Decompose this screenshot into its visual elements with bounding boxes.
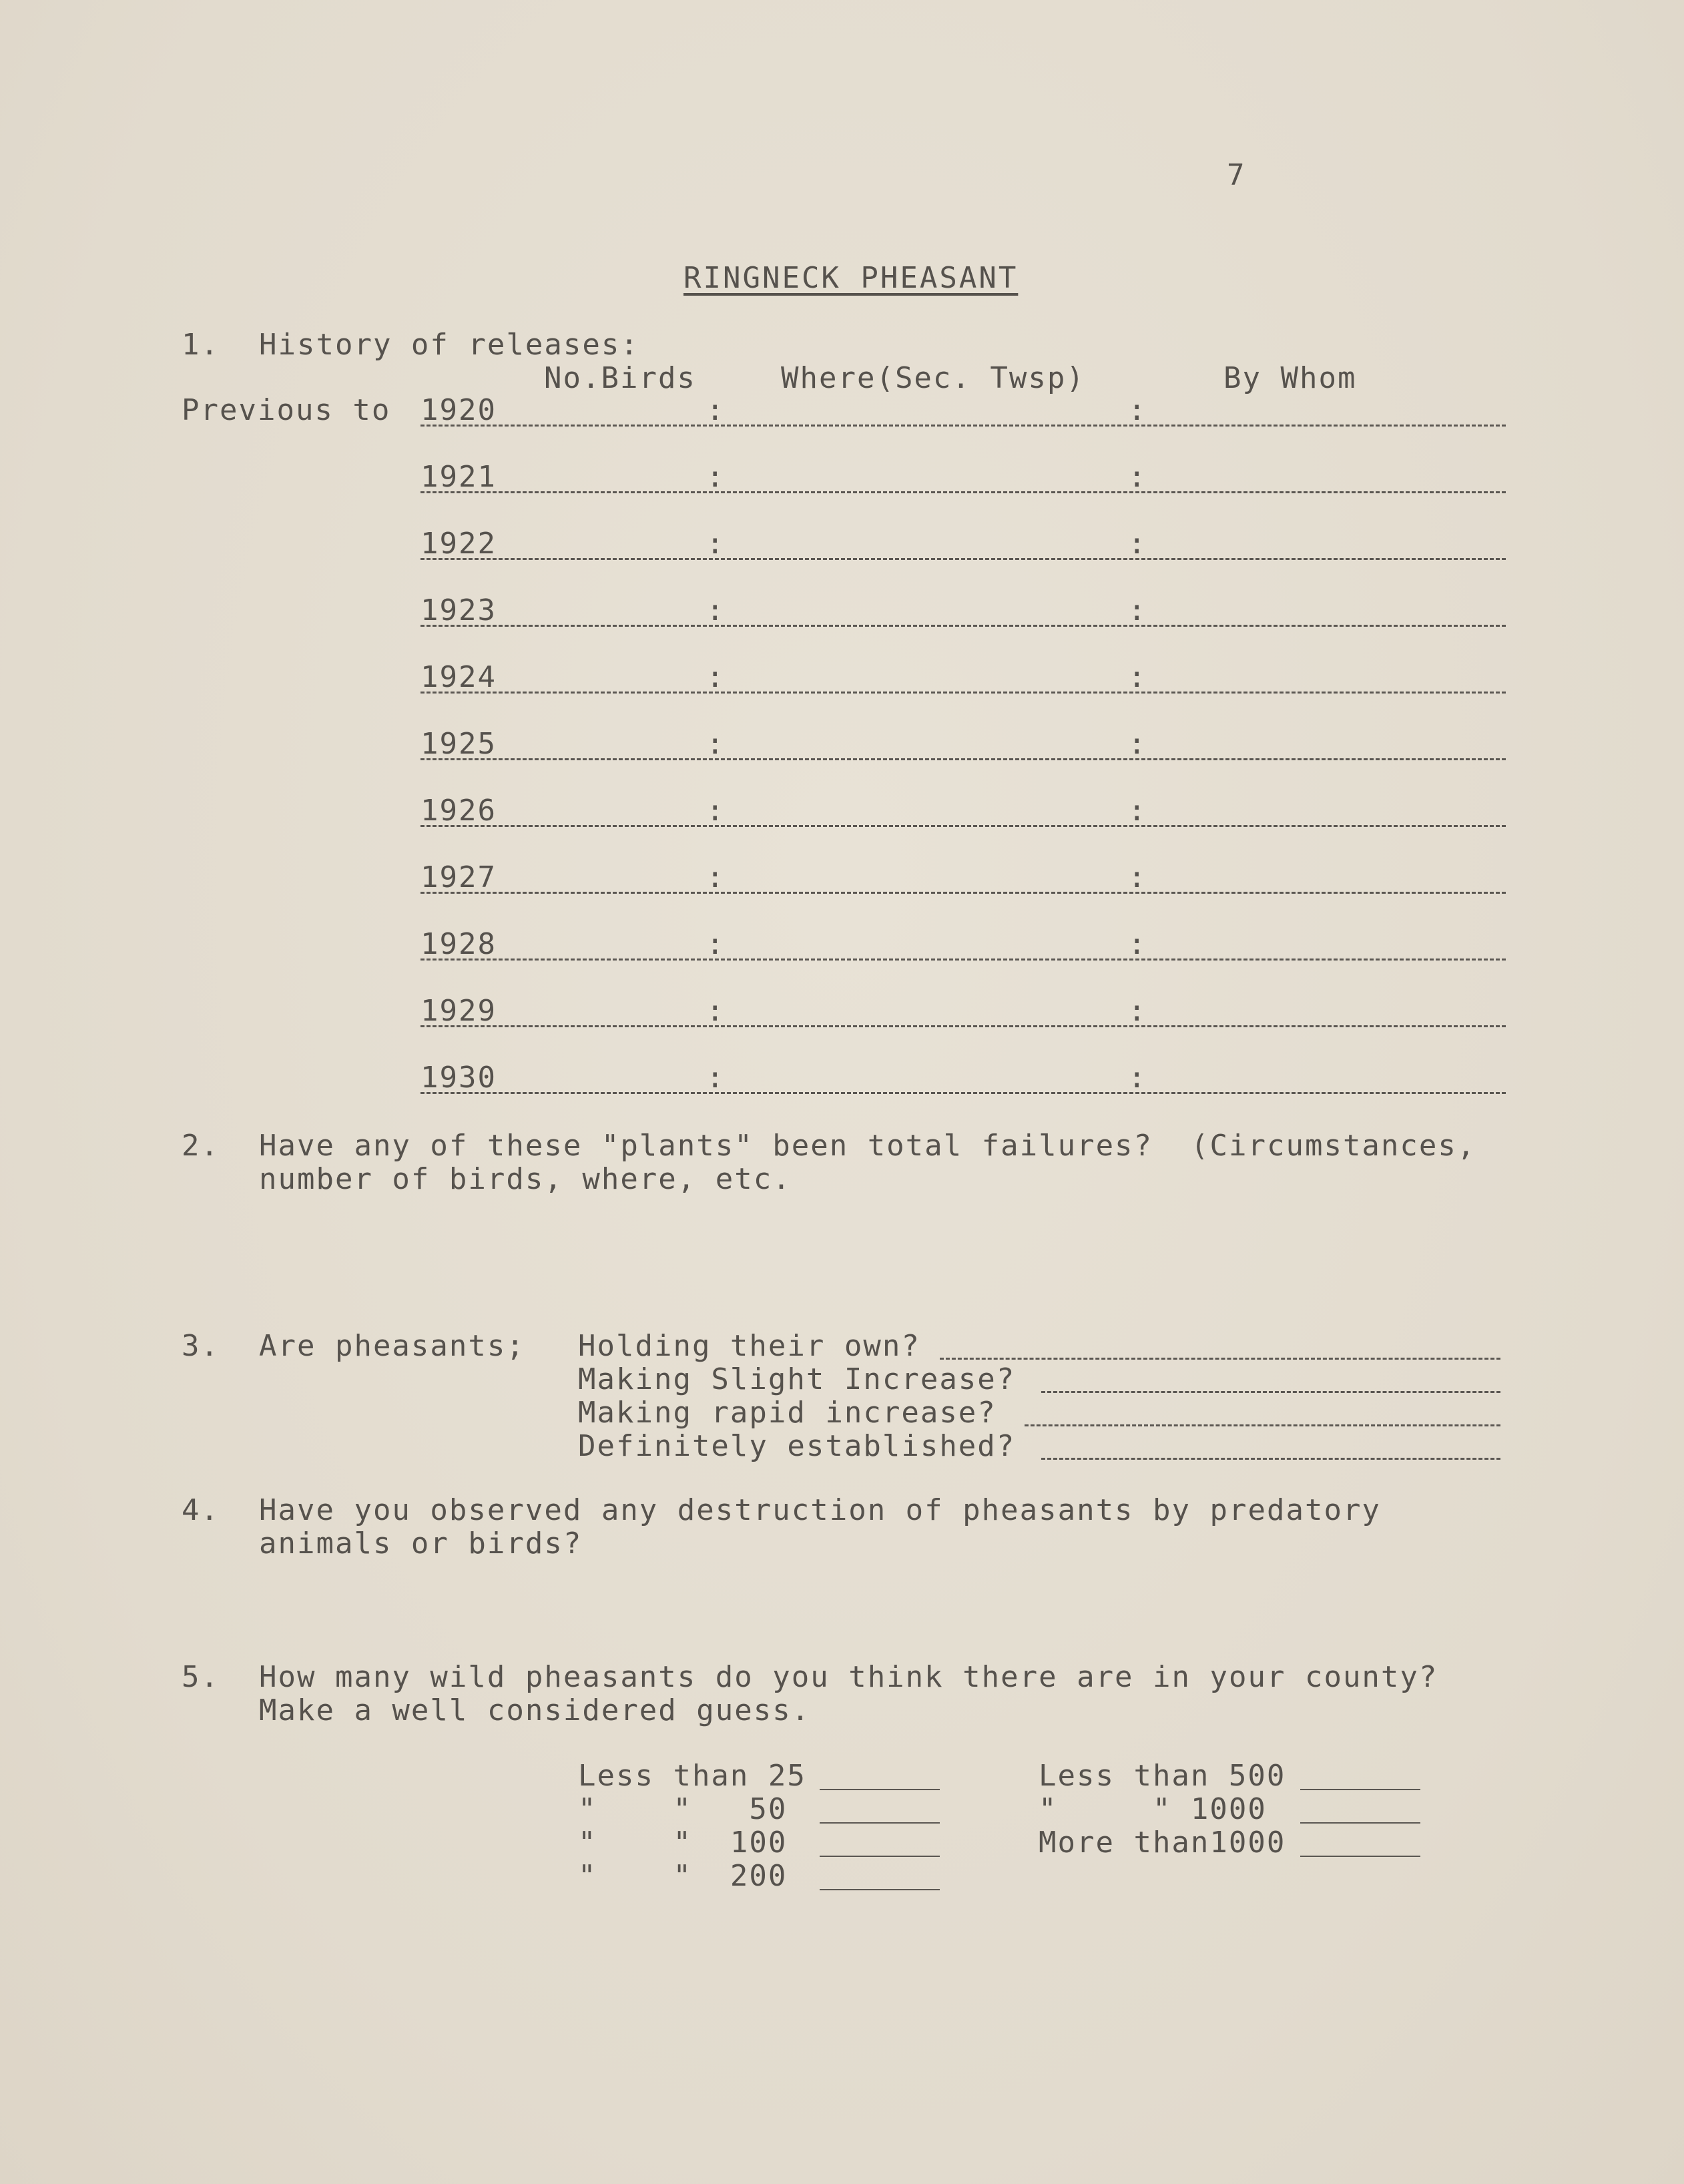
- year-answer-line[interactable]: [420, 692, 1506, 694]
- year-label: 1920: [420, 393, 497, 427]
- column-separator: :: [706, 460, 724, 494]
- year-answer-line[interactable]: [420, 959, 1506, 961]
- column-separator: :: [706, 994, 724, 1028]
- column-separator: :: [706, 660, 724, 694]
- estimate-option-less-50: " " 50: [578, 1792, 788, 1826]
- q5-line2: Make a well considered guess.: [259, 1693, 811, 1727]
- estimate-answer-line-1000[interactable]: [1300, 1822, 1420, 1824]
- year-answer-line[interactable]: [420, 558, 1506, 560]
- year-label: 1930: [420, 1061, 497, 1095]
- q3-option-holding: Holding their own?: [578, 1329, 920, 1363]
- year-answer-line[interactable]: [420, 425, 1506, 427]
- q1-number: 1.: [182, 328, 220, 362]
- year-label: 1925: [420, 727, 497, 761]
- estimate-option-less-200: " " 200: [578, 1859, 788, 1893]
- estimate-answer-line-more-1000[interactable]: [1300, 1856, 1420, 1857]
- column-separator: :: [706, 927, 724, 961]
- estimate-option-less-500: Less than 500: [1039, 1759, 1286, 1793]
- year-label: 1929: [420, 994, 497, 1028]
- estimate-answer-line-25[interactable]: [820, 1789, 940, 1790]
- q3-number: 3.: [182, 1329, 220, 1363]
- column-separator: :: [1128, 1061, 1146, 1095]
- estimate-answer-line-500[interactable]: [1300, 1789, 1420, 1790]
- year-label: 1926: [420, 794, 497, 828]
- estimate-answer-line-200[interactable]: [820, 1889, 940, 1890]
- column-header-whom: By Whom: [1223, 361, 1357, 395]
- q5-number: 5.: [182, 1660, 220, 1694]
- year-answer-line[interactable]: [420, 491, 1506, 493]
- year-answer-line[interactable]: [420, 625, 1506, 627]
- q2-line2: number of birds, where, etc.: [259, 1162, 792, 1196]
- column-separator: :: [706, 393, 724, 427]
- estimate-option-less-1000: " " 1000: [1039, 1792, 1267, 1826]
- column-separator: :: [1128, 994, 1146, 1028]
- year-label: 1928: [420, 927, 497, 961]
- year-answer-line[interactable]: [420, 1092, 1506, 1094]
- estimate-answer-line-50[interactable]: [820, 1822, 940, 1824]
- q4-line1: Have you observed any destruction of pheasants by predatory: [259, 1493, 1381, 1527]
- previous-to-label: Previous to: [182, 393, 391, 427]
- column-separator: :: [1128, 927, 1146, 961]
- column-separator: :: [706, 860, 724, 894]
- q3-answer-line-holding[interactable]: [940, 1358, 1500, 1360]
- year-answer-line[interactable]: [420, 758, 1506, 760]
- column-separator: :: [1128, 727, 1146, 761]
- column-separator: :: [706, 527, 724, 561]
- column-separator: :: [1128, 660, 1146, 694]
- estimate-option-more-1000: More than1000: [1039, 1826, 1286, 1860]
- column-separator: :: [706, 727, 724, 761]
- column-separator: :: [1128, 593, 1146, 627]
- q3-answer-line-established[interactable]: [1041, 1458, 1500, 1460]
- column-separator: :: [1128, 794, 1146, 828]
- column-separator: :: [1128, 527, 1146, 561]
- q1-text: History of releases:: [259, 328, 639, 362]
- year-label: 1924: [420, 660, 497, 694]
- estimate-option-less-100: " " 100: [578, 1826, 788, 1860]
- column-header-where: Where(Sec. Twsp): [781, 361, 1085, 395]
- q4-number: 4.: [182, 1493, 220, 1527]
- page-number: 7: [1227, 158, 1246, 192]
- year-answer-line[interactable]: [420, 1025, 1506, 1027]
- q3-answer-line-rapid[interactable]: [1025, 1424, 1500, 1426]
- column-separator: :: [1128, 460, 1146, 494]
- q5-line1: How many wild pheasants do you think there are in your county?: [259, 1660, 1438, 1694]
- estimate-option-less-25: Less than 25: [578, 1759, 806, 1793]
- q2-line1: Have any of these "plants" been total failures? (Circumstances,: [259, 1129, 1476, 1163]
- q3-option-rapid: Making rapid increase?: [578, 1396, 997, 1430]
- column-separator: :: [706, 1061, 724, 1095]
- q2-number: 2.: [182, 1129, 220, 1163]
- column-header-birds: No.Birds: [544, 361, 696, 395]
- year-answer-line[interactable]: [420, 825, 1506, 827]
- column-separator: :: [1128, 860, 1146, 894]
- page-title: RINGNECK PHEASANT: [683, 261, 1019, 295]
- column-separator: :: [706, 794, 724, 828]
- year-label: 1921: [420, 460, 497, 494]
- year-label: 1927: [420, 860, 497, 894]
- year-answer-line[interactable]: [420, 892, 1506, 894]
- q3-option-slight: Making Slight Increase?: [578, 1362, 1016, 1396]
- q3-answer-line-slight[interactable]: [1041, 1391, 1500, 1393]
- q3-option-established: Definitely established?: [578, 1429, 1016, 1463]
- q4-line2: animals or birds?: [259, 1527, 583, 1561]
- column-separator: :: [706, 593, 724, 627]
- q3-lead: Are pheasants;: [259, 1329, 525, 1363]
- estimate-answer-line-100[interactable]: [820, 1856, 940, 1857]
- year-label: 1922: [420, 527, 497, 561]
- column-separator: :: [1128, 393, 1146, 427]
- year-label: 1923: [420, 593, 497, 627]
